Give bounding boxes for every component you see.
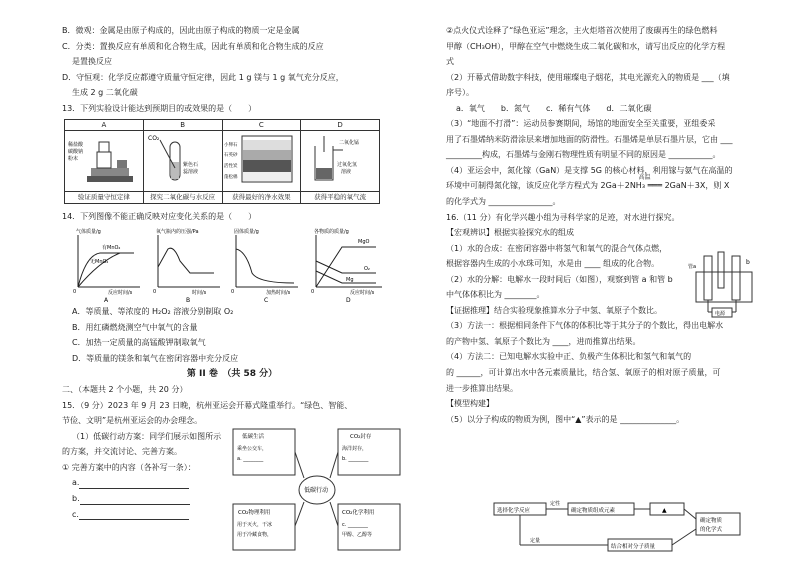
q16-e2: 的产物中氢、氧原子个数比为 ____，进而推算出结果。 [446, 336, 641, 346]
model-flow-diagram [490, 495, 788, 555]
q15-r11: 的化学式为 ________________。 [446, 197, 561, 207]
flow-step-1: 选择化学反应 [497, 508, 531, 514]
q15-r10 [446, 174, 788, 192]
q15-r1: ②点火仪式诠释了“绿色亚运”理念，主火炬塔首次使用了废碳再生的绿色燃料 [446, 26, 718, 35]
section-2-heading: 二、（本题共 2 个小题，共 20 分） [62, 385, 188, 395]
balance-apparatus-illustration [67, 132, 141, 186]
label-litmus-1: 紫色石 [182, 162, 198, 169]
q15-line4: 的方案，并交流讨论、完善方案。 [62, 447, 182, 457]
label-cotton: 蓬松棉 [224, 175, 238, 181]
graph-d-origin: 0 [311, 289, 315, 296]
graph-a-line-with-mno2: 有MnO₂ [102, 245, 121, 252]
diagram-tl-line2: a. ________ [237, 456, 264, 462]
diagram-tr-line1: 海洋封存， [342, 446, 368, 452]
graph-a-letter: A [104, 297, 109, 304]
q16-evidence-heading: 【证据推理】结合实验现象推算水分子中氢、氧原子个数比。 [446, 305, 662, 315]
label-h2o2-2: 溶液 [341, 169, 352, 176]
graph-d-x-label: 反应时间/s [350, 290, 375, 297]
q16-m2: 根据容器内生成的小水珠可知，水是由 ____ 组成的化合物。 [446, 259, 660, 269]
q16-m4: 中气体体积比为 ________。 [446, 290, 545, 300]
q12-option-b: B．微观：金属是由原子构成的，因此由原子构成的物质一定是金属 [62, 26, 300, 35]
q16-e1: （3）方法一：根据相同条件下气体的体积比等于其分子的个数比，得出电解水 [446, 321, 724, 331]
flow-step-5: 结合相对分子质量 [611, 544, 656, 550]
q14-stem: 14．下列图像不能正确反映对应变化关系的是（ ） [62, 211, 257, 221]
diagram-tl-line1: 乘坐公交车， [237, 446, 268, 452]
label-co2: CO₂ [147, 135, 159, 143]
diagram-br-title: CO₂化学利用 [342, 510, 375, 516]
q16-m1: （1）水的合成：在密闭容器中将氢气和氧气的混合气体点燃， [446, 243, 668, 253]
equation-text: 2Ga＋2NH₃ ═══ 2GaN＋3X [600, 181, 706, 191]
label-quartz-sand: 石英砂 [224, 153, 238, 159]
right-column [446, 26, 788, 430]
graph-c-y-label: 固体质量/g [234, 229, 259, 236]
q16-model-heading: 【模型构建】 [446, 399, 494, 409]
q16-e4: 的 ______，可计算出水中各元素质量比，结合氢、氧原子的相对原子质量，可 [446, 368, 721, 378]
q12-option-c-line1: C．分类：置换反应有单质和化合物生成，因此有单质和化合物生成的反应 [62, 41, 324, 51]
q13-caption-b: 探究二氧化碳与水反应 [143, 191, 222, 203]
diagram-bl-line2: 用于冷藏食物， [237, 532, 273, 538]
low-carbon-diagram [232, 428, 402, 552]
q13-header-a: A [65, 120, 144, 131]
q16-m3: （2）水的分解：电解水一段时间后（如图），观察到管 a 和管 b [446, 274, 673, 284]
diagram-br-line2: 甲醇、乙醇等 [342, 532, 373, 538]
diagram-tr-title: CO₂封存 [350, 434, 372, 440]
q16-e5: 进一步推算出结果。 [446, 383, 518, 393]
label-litmus-2: 蕊溶液 [182, 169, 198, 176]
diagram-br-line1: c. ________ [342, 522, 368, 528]
tube-a-label: 管a [688, 264, 697, 270]
graph-c-x-label: 加热时间/s [266, 290, 291, 297]
q13-header-b: B [143, 120, 222, 131]
graph-d-mgo: MgO [358, 239, 370, 246]
q13-options-table [64, 119, 380, 203]
q13-apparatus-c [222, 131, 301, 191]
q13-header-c: C [222, 120, 301, 131]
q15-line1: 15．（9 分）2023 年 9 月 23 日晚，杭州亚运会开幕式隆重举行。“绿色、智能、 [62, 400, 353, 410]
label-sodium-carbonate: 碳酸钠 [67, 149, 83, 156]
graph-a [73, 228, 140, 303]
blank-c-label: c. [72, 509, 79, 519]
q13-apparatus-b [143, 131, 222, 191]
q14-option-c: C．加热一定质量的高锰酸钾制取氧气 [72, 338, 206, 348]
label-activated-carbon: 活性炭 [224, 164, 238, 170]
q15-r2: 甲醇（CH₃OH），甲醇在空气中燃烧生成二氧化碳和水，请写出反应的化学方程 [446, 41, 726, 51]
graph-b-y-label: 氧气瓶内的压强/Pa [156, 229, 199, 236]
q15-line5: ① 完善方案中的内容（各补写一条）： [62, 462, 196, 472]
flow-step-3-triangle: ▲ [662, 507, 667, 514]
graph-a-y-label: 气体质量/g [76, 229, 101, 236]
q14-option-a: A．等质量、等浓度的 H₂O₂ 溶液分别制取 O₂ [72, 307, 234, 317]
graph-d-o2: O₂ [364, 266, 370, 273]
q15-r9: （4）亚运会中，氮化镓（GaN）是支撑 5G 的核心材料，利用镓与氨气在高温的 [446, 165, 733, 175]
q16-stem: 16.（11 分）有化学兴趣小组为寻科学家的足迹，对水进行探究。 [446, 212, 680, 222]
q15-r6: （3）“地面不打滑”：运动员参赛期间，场馆的地面安全至关重要，亚组委采 [446, 119, 716, 129]
graph-c [231, 228, 298, 303]
q13-apparatus-d [301, 131, 380, 191]
q13-caption-c: 获得最好的净水效果 [222, 191, 301, 203]
blank-a-label: a. [72, 478, 80, 488]
graph-c-letter: C [264, 297, 269, 304]
graph-a-x-label: 反应时间/s [108, 290, 133, 297]
label-powder: 粉末 [67, 156, 78, 163]
chemical-equation [600, 174, 706, 192]
graph-b-origin: 0 [153, 289, 157, 296]
label-h2o2-1: 过氧化氢 [337, 162, 358, 169]
q16-mm: （5）以分子构成的物质为例，图中“▲”表示的是 ______________。 [446, 414, 685, 424]
diagram-bl-line1: 用于灭火，干冰 [237, 522, 273, 528]
electrolysis-apparatus [688, 250, 768, 322]
q15-options: a．氧气 b．氮气 c．稀有气体 d．二氧化碳 [456, 103, 652, 113]
q15-r10-end: ，则 X [705, 181, 730, 191]
q12-option-d-line2: 生成 2 g 二氧化碳 [72, 88, 138, 98]
flow-step-2: 确定物质组成元素 [571, 508, 616, 514]
diagram-tl-title: 低碳生活 [242, 434, 265, 440]
flow-step-4-line1: 确定物质 [700, 518, 723, 524]
co2-test-tube-illustration [146, 132, 220, 186]
q15-line3: （1）低碳行动方案：同学们展示如图所示 [72, 431, 222, 441]
q15-r8: _________构成，石墨烯与金刚石物理性质有明显不同的原因是 ___________。 [446, 150, 721, 160]
graph-d-mg: Mg [346, 277, 354, 284]
q13-stem: 13．下列实验设计能达到预期目的或效果的是（ ） [62, 103, 257, 113]
q15-r10-text: 环境中可制得氮化镓，该反应化学方程式为 [446, 181, 598, 191]
q13-caption-a: 验证质量守恒定律 [65, 191, 144, 203]
q15-r5: 序号）。 [446, 88, 474, 98]
q12-option-c-line2: 是置换反应 [72, 57, 112, 67]
graph-d [311, 228, 382, 303]
flow-step-4-line2: 的化学式 [700, 527, 723, 533]
flow-qualitative: 定性 [550, 501, 561, 507]
q16-e3: （4）方法二：已知电解水实验中正、负极产生体积比和氢气和氧气的 [446, 352, 692, 362]
q13-caption-d: 获得平稳的氧气流 [301, 191, 380, 203]
diagram-bl-title: CO₂物理利用 [238, 510, 271, 516]
graph-d-y-label: 各物质的质量/g [314, 229, 349, 236]
diagram-center: 低碳行动 [304, 487, 329, 494]
label-pebbles: 小卵石 [224, 143, 238, 149]
q15-r4: （2）开幕式借助数字科技，使用璀璨电子烟花，其电光源充入的物质是 ___（填 [446, 72, 730, 82]
diagram-tr-line2: b. ________ [342, 456, 369, 462]
q13-header-d: D [301, 120, 380, 131]
graph-c-origin: 0 [231, 289, 235, 296]
graph-b-letter: B [186, 297, 191, 304]
oxygen-generator-illustration [303, 132, 377, 186]
label-mno2: 二氧化锰 [339, 140, 360, 147]
graph-d-letter: D [346, 297, 351, 304]
graph-b-x-label: 时间/s [192, 290, 207, 297]
q15-r7: 用了石墨烯纳米防滑涂层来增加地面的防滑性。石墨烯是单层石墨片层，它由 ___ [446, 134, 733, 144]
q12-option-d-line1: D．守恒观：化学反应都遵守质量守恒定律，因此 1 g 镁与 1 g 氧气充分反应， [62, 72, 344, 82]
blank-b-label: b. [72, 493, 80, 503]
q14-option-b: B．用红磷燃烧测空气中氧气的含量 [72, 322, 198, 332]
water-filter-illustration [224, 132, 298, 186]
q13-apparatus-a [65, 131, 144, 191]
graph-a-origin: 0 [73, 289, 77, 296]
tube-b-label: b [746, 259, 750, 266]
label-hydrochloric-acid: 稀盐酸 [67, 142, 83, 149]
q14-option-d: D．等质量的镁条和氧气在密闭容器中充分反应 [72, 353, 239, 363]
power-label: 电源 [715, 311, 726, 317]
graph-b [153, 228, 220, 303]
q15-line2: 节俭、文明”是杭州亚运会的办会理念。 [62, 416, 203, 426]
q15-r3: 式 [446, 57, 454, 67]
q14-graphs [68, 227, 388, 303]
graph-a-line-without-mno2: 无MnO₂ [90, 259, 109, 266]
flow-quantitative: 定量 [530, 538, 541, 544]
q16-macro-heading: 【宏观辨识】根据实验探究水的组成 [446, 228, 574, 238]
part-2-heading: 第 II 卷 （共 58 分） [186, 369, 278, 380]
equation-condition: 高温 [638, 174, 651, 182]
